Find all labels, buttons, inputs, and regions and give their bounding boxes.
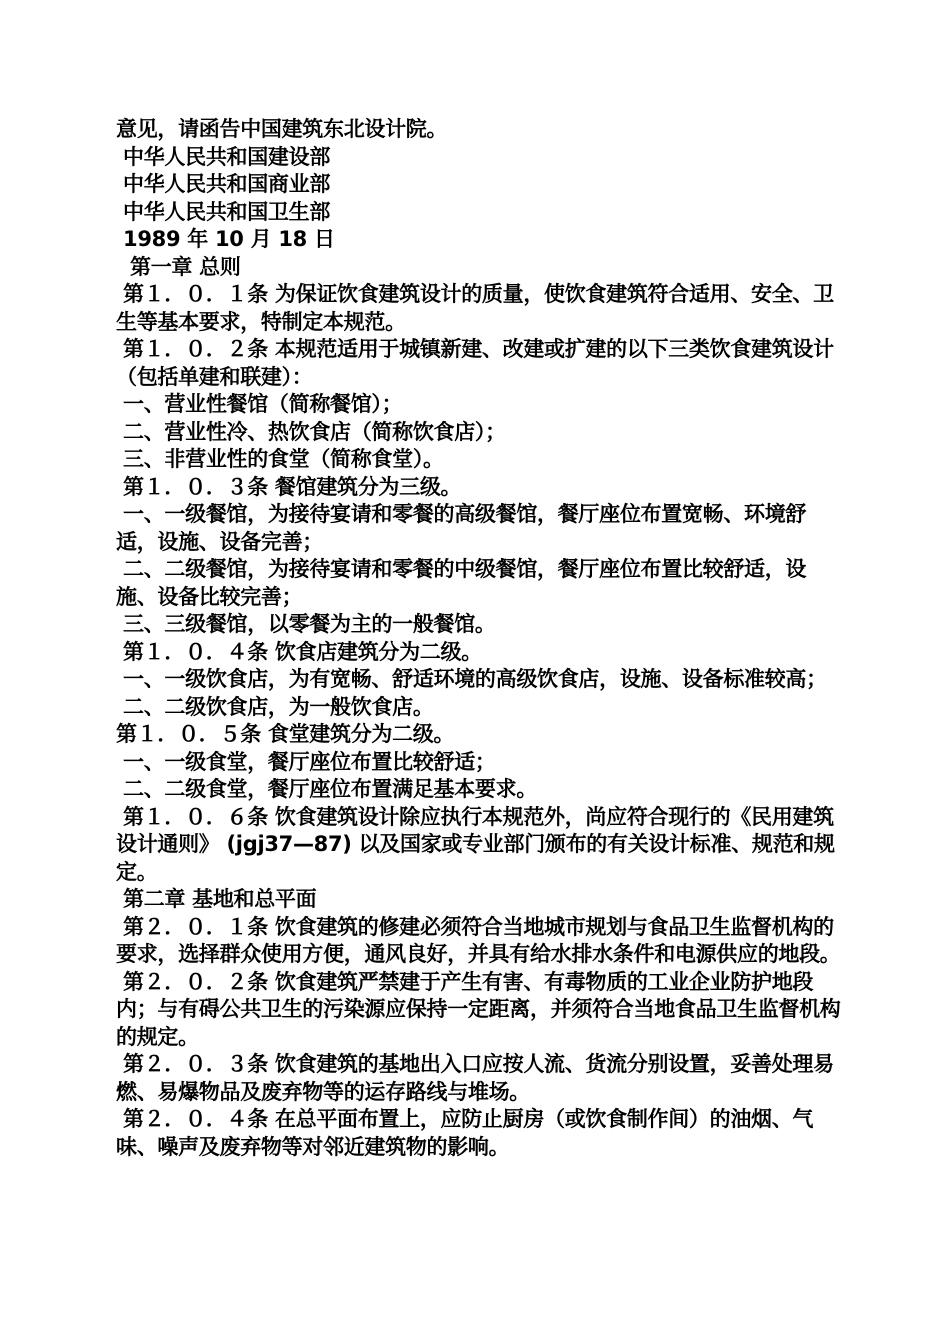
text-line: 一、一级饮食店，为有宽畅、舒适环境的高级饮食店，设施、设备标准较高； xyxy=(116,667,827,691)
text-line: 一、一级食堂，餐厅座位布置比较舒适； xyxy=(116,749,496,774)
text-line: 第２．０．４条 在总平面布置上，应防止厨房（或饮食制作间）的油烟、气味、噪声及废弃物等对邻近建筑物的影响。 xyxy=(116,1107,814,1159)
text-line: 中华人民共和国卫生部 xyxy=(116,199,331,224)
text-line: 第２．０．１条 饮食建筑的修建必须符合当地城市规划与食品卫生监督机构的要求，选择群众使用方便，通风良好，并具有给水排水条件和电源供应的地段。 xyxy=(116,914,841,966)
text-line: 二、二级食堂，餐厅座位布置满足基本要求。 xyxy=(116,777,538,801)
text-line: 第１．０．１条 为保证饮食建筑设计的质量，使饮食建筑符合适用、安全、卫生等基本要求，特制定本规范。 xyxy=(116,282,834,334)
text-line: 第１．０．５条 食堂建筑分为二级。 xyxy=(116,722,455,746)
text-line: 第２．０．２条 饮食建筑严禁建于产生有害、有毒物质的工业企业防护地段内；与有碍公共卫生的污染源应保持一定距离，并须符合当地食品卫生监督机构的规定。 xyxy=(116,969,841,1049)
text-line: 三、非营业性的食堂（简称食堂）。 xyxy=(116,447,444,471)
chapter-heading: 第一章 总则 xyxy=(116,254,241,279)
date-line: 1989 年 10 月 18 日 xyxy=(116,227,335,251)
text-line: 一、一级餐馆，为接待宴请和零餐的高级餐馆，餐厅座位布置宽畅、环境舒适，设施、设备完善； xyxy=(116,502,807,554)
text-line: 第１．０．３条 餐馆建筑分为三级。 xyxy=(116,474,462,499)
text-line: 第２．０．３条 饮食建筑的基地出入口应按人流、货流分别设置，妥善处理易燃、易爆物品及废弃物等的运存路线与堆场。 xyxy=(116,1052,834,1104)
text-line: 第１．０．４条 饮食店建筑分为二级。 xyxy=(116,639,482,664)
text-line: 意见，请函告中国建筑东北设计院。 xyxy=(116,117,448,141)
text-line: 二、营业性冷、热饮食店（简称饮食店）； xyxy=(116,419,506,444)
text-line: 第１．０．２条 本规范适用于城镇新建、改建或扩建的以下三类饮食建筑设计（包括单建和联建）： xyxy=(116,337,834,389)
chapter-heading: 第二章 基地和总平面 xyxy=(116,887,317,911)
text-line: 中华人民共和国商业部 xyxy=(116,172,331,196)
document-body xyxy=(116,116,846,1161)
text-line: 二、二级餐馆，为接待宴请和零餐的中级餐馆，餐厅座位布置比较舒适，设施、设备比较完善； xyxy=(116,557,807,609)
text-line: 一、营业性餐馆（简称餐馆）； xyxy=(116,392,403,416)
text-line: 三、三级餐馆，以零餐为主的一般餐馆。 xyxy=(116,612,496,636)
text-line: 第１．０．６条 饮食建筑设计除应执行本规范外，尚应符合现行的《民用建筑设计通则》 (jgj37—87) 以及国家或专业部门颁布的有关设计标准、规范和规定。 xyxy=(116,804,835,884)
text-line: 中华人民共和国建设部 xyxy=(116,144,331,169)
text-line: 二、二级饮食店，为一般饮食店。 xyxy=(116,694,434,719)
